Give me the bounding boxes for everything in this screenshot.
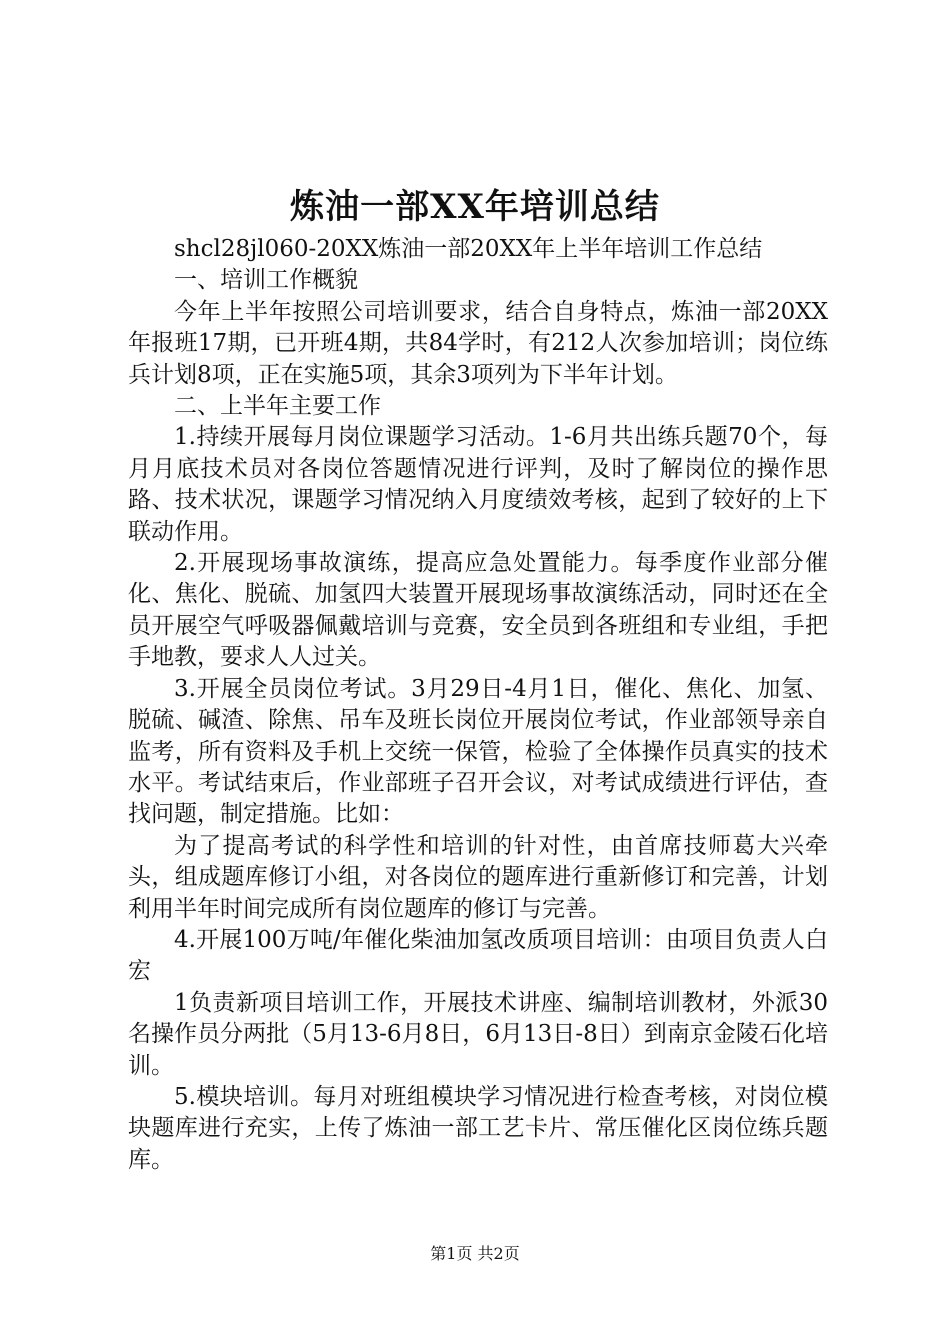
section-heading: 二、上半年主要工作 bbox=[174, 393, 381, 420]
subtitle-line: shcl28jl060-20XX炼油一部20XX年上半年培训工作总结 bbox=[174, 236, 763, 262]
section-heading: 一、培训工作概貌 bbox=[174, 267, 358, 294]
page-footer: 第1页 共2页 bbox=[430, 1244, 520, 1263]
paragraph: 5.模块培训。每月对班组模块学习情况进行检查考核，对岗位模块题库进行充实，上传了炼油一部工艺卡片、常压催化区岗位练兵题库。 bbox=[128, 1083, 828, 1173]
document-body bbox=[128, 234, 828, 1176]
paragraph: 今年上半年按照公司培训要求，结合自身特点，炼油一部20XX年报班17期，已开班4期，共84学时，有212人次参加培训；岗位练兵计划8项，正在实施5项，其余3项列为下半年计划。 bbox=[128, 298, 828, 388]
paragraph: 3.开展全员岗位考试。3月29日-4月1日，催化、焦化、加氢、脱硫、碱渣、除焦、吊车及班长岗位开展岗位考试，作业部领导亲自监考，所有资料及手机上交统一保管，检验了全体操作员真实的技术水平。考试结束后，作业部班子召开会议，对考试成绩进行评估，查找问题，制定措施。比如： bbox=[128, 675, 828, 828]
paragraph: 4.开展100万吨/年催化柴油加氢改质项目培训：由项目负责人白宏 bbox=[128, 926, 828, 985]
paragraph: 1负责新项目培训工作，开展技术讲座、编制培训教材，外派30名操作员分两批（5月13-6月8日，6月13日-8日）到南京金陵石化培训。 bbox=[128, 989, 828, 1079]
paragraph: 1.持续开展每月岗位课题学习活动。1-6月共出练兵题70个，每月月底技术员对各岗位答题情况进行评判，及时了解岗位的操作思路、技术状况，课题学习情况纳入月度绩效考核，起到了较好的上下联动作用。 bbox=[128, 424, 828, 545]
paragraph: 为了提高考试的科学性和培训的针对性，由首席技师葛大兴牵头，组成题库修订小组，对各岗位的题库进行重新修订和完善，计划利用半年时间完成所有岗位题库的修订与完善。 bbox=[128, 832, 828, 922]
paragraph: 2.开展现场事故演练，提高应急处置能力。每季度作业部分催化、焦化、脱硫、加氢四大装置开展现场事故演练活动，同时还在全员开展空气呼吸器佩戴培训与竞赛，安全员到各班组和专业组，手把手地教，要求人人过关。 bbox=[128, 550, 828, 671]
document-title: 炼油一部XX年培训总结 bbox=[290, 187, 660, 227]
